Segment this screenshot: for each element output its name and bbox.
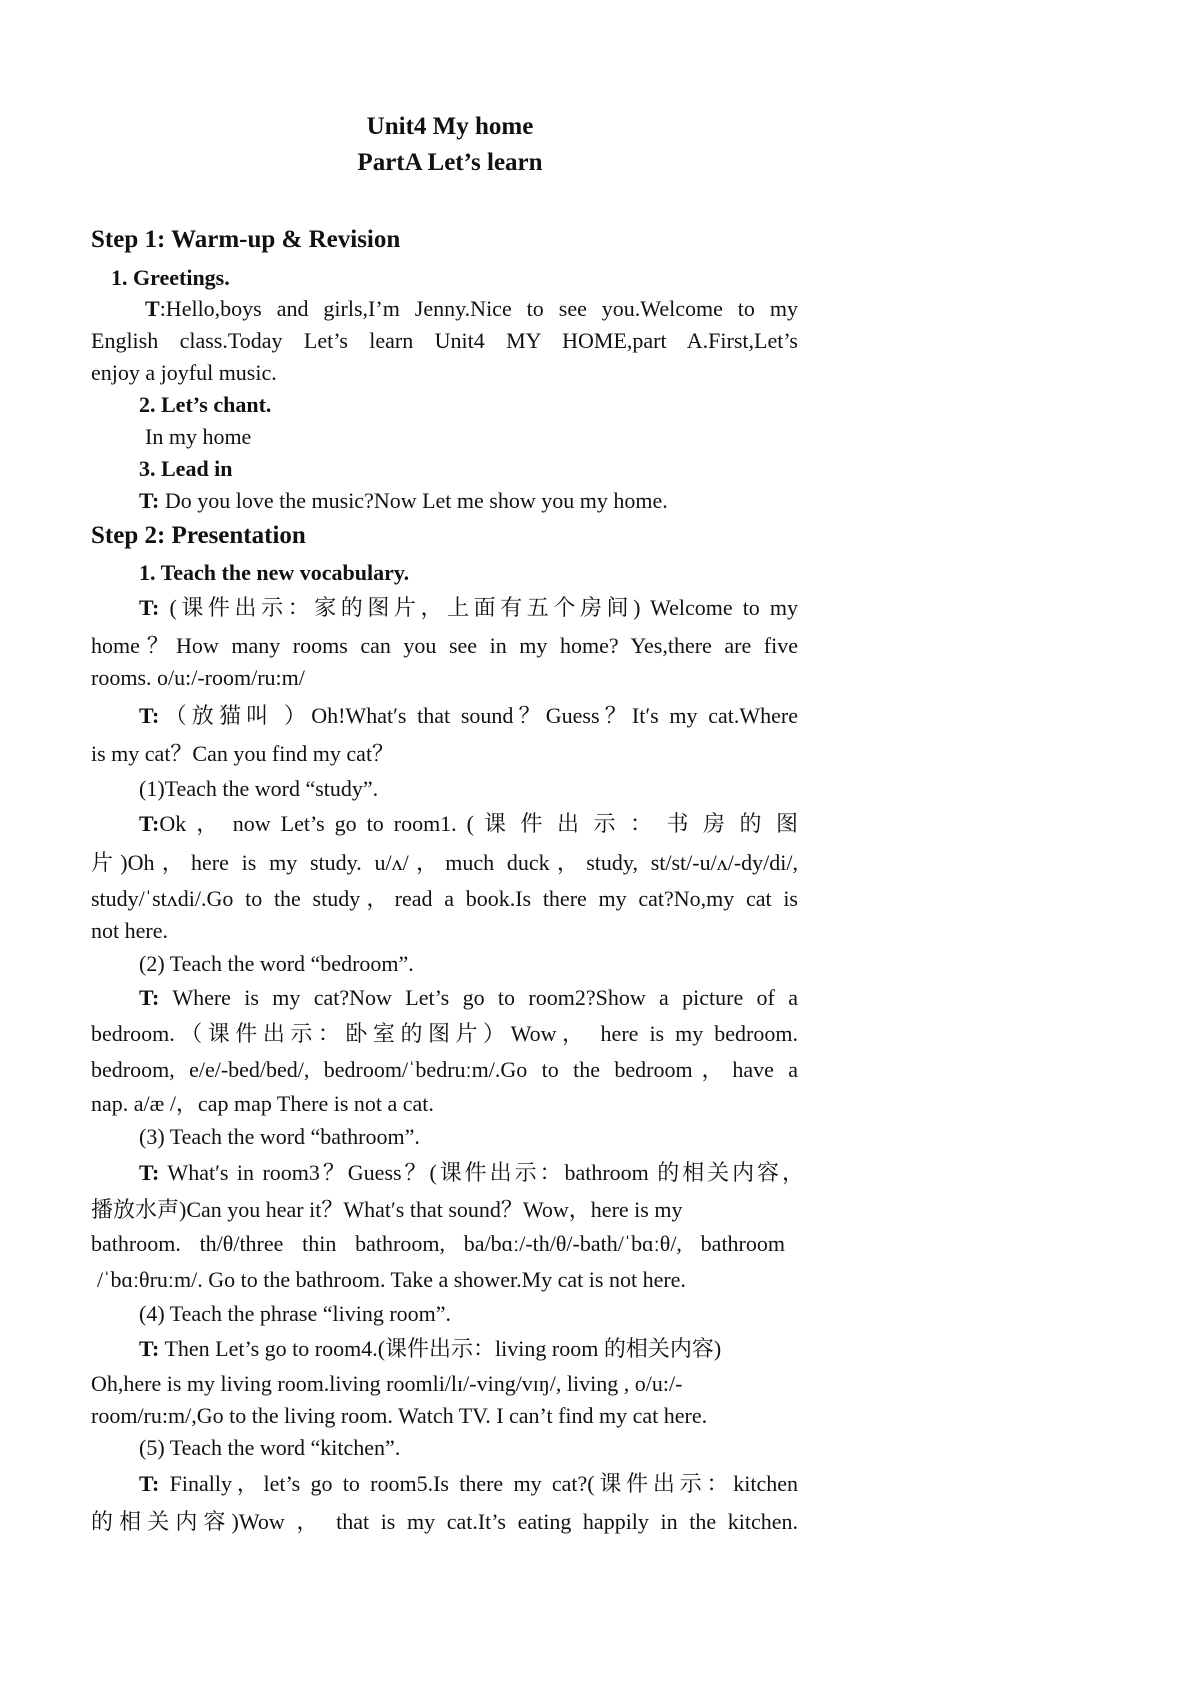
greetings-line-2: English class.Today Let’s learn Unit4 MY HOME,part A.First,Let’s bbox=[91, 328, 798, 353]
bathroom-heading: (3) Teach the word “bathroom”. bbox=[139, 1124, 420, 1149]
p5-line-4: /ˈbɑːθruːm/. Go to the bathroom. Take a shower.My cat is not here. bbox=[97, 1267, 686, 1292]
p4-line-3: bedroom, e/e/-bed/bed/, bedroom/ˈbedruːm/.Go to the bedroom，have a bbox=[91, 1057, 798, 1082]
greetings-line-3: enjoy a joyful music. bbox=[91, 360, 277, 385]
p7-line-1: T: Finally，let’s go to room5.Is there my cat?(课件出示：kitchen bbox=[139, 1471, 798, 1496]
title-unit: Unit4 My home bbox=[366, 113, 534, 140]
p3-line-2: 片)Oh，here is my study. u/ʌ/，much duck，study, st/st/-u/ʌ/-dy/di/, bbox=[91, 850, 798, 875]
title-part: PartA Let’s learn bbox=[357, 149, 543, 176]
p3-line-1: T:Ok ， now Let’s go to room1. ( 课 件 出 示 ： 书 房 的 图 bbox=[139, 811, 798, 836]
p6-line-2: Oh,here is my living room.living roomli/lɪ/-ving/vɪŋ/, living , o/u:/- bbox=[91, 1371, 683, 1396]
lead-text: T: Do you love the music?Now Let me show you my home. bbox=[139, 488, 668, 513]
p6-line-3: room/ru:m/,Go to the living room. Watch TV. I can’t find my cat here. bbox=[91, 1403, 708, 1428]
p5-line-1: T: What′s in room3？Guess？(课件出示：bathroom 的相关内容， bbox=[139, 1160, 804, 1185]
p3-line-4: not here. bbox=[91, 918, 168, 943]
step2-heading: Step 2: Presentation bbox=[91, 522, 306, 549]
p3-line-3: study/ˈstʌdi/.Go to the study，read a book.Is there my cat?No,my cat is bbox=[91, 886, 798, 911]
living-heading: (4) Teach the phrase “living room”. bbox=[139, 1301, 452, 1326]
step1-heading: Step 1: Warm-up & Revision bbox=[91, 226, 401, 253]
bedroom-heading: (2) Teach the word “bedroom”. bbox=[139, 951, 414, 976]
p1-line-3: rooms. o/u:/-room/ru:m/ bbox=[91, 665, 305, 690]
kitchen-heading: (5) Teach the word “kitchen”. bbox=[139, 1435, 401, 1460]
p7-line-2: 的相关内容)Wow ， that is my cat.It’s eating happily in the kitchen. bbox=[91, 1509, 798, 1534]
vocab-heading: 1. Teach the new vocabulary. bbox=[139, 560, 410, 585]
p6-line-1: T: Then Let’s go to room4.(课件出示：living room 的相关内容) bbox=[139, 1336, 722, 1361]
p2-line-2: is my cat？Can you find my cat？ bbox=[91, 741, 395, 766]
p2-line-1: T:（放猫叫 ）Oh!What′s that sound？Guess？It′s my cat.Where bbox=[139, 703, 798, 728]
p1-line-2: home？How many rooms can you see in my home? Yes,there are five bbox=[91, 633, 798, 658]
p4-line-2: bedroom.（课件出示：卧室的图片）Wow， here is my bedroom. bbox=[91, 1021, 798, 1046]
p5-line-3: bathroom. th/θ/three thin bathroom, ba/bɑː/-th/θ/-bath/ˈbɑːθ/, bathroom bbox=[91, 1231, 785, 1256]
lead-heading: 3. Lead in bbox=[139, 456, 233, 481]
p4-line-4: nap. a/æ /，cap map There is not a cat. bbox=[91, 1091, 434, 1116]
p1-line-1: T: (课件出示：家的图片，上面有五个房间) Welcome to my bbox=[139, 595, 798, 620]
p5-line-2: 播放水声)Can you hear it？What′s that sound？Wow，here is my bbox=[91, 1197, 683, 1222]
chant-heading: 2. Let’s chant. bbox=[139, 392, 272, 417]
chant-text: In my home bbox=[145, 424, 252, 449]
greetings-heading: 1. Greetings. bbox=[111, 265, 230, 290]
study-heading: (1)Teach the word “study”. bbox=[139, 776, 379, 801]
p4-line-1: T: Where is my cat?Now Let’s go to room2?Show a picture of a bbox=[139, 985, 798, 1010]
greetings-line-1: T:Hello,boys and girls,I’m Jenny.Nice to see you.Welcome to my bbox=[145, 296, 798, 321]
